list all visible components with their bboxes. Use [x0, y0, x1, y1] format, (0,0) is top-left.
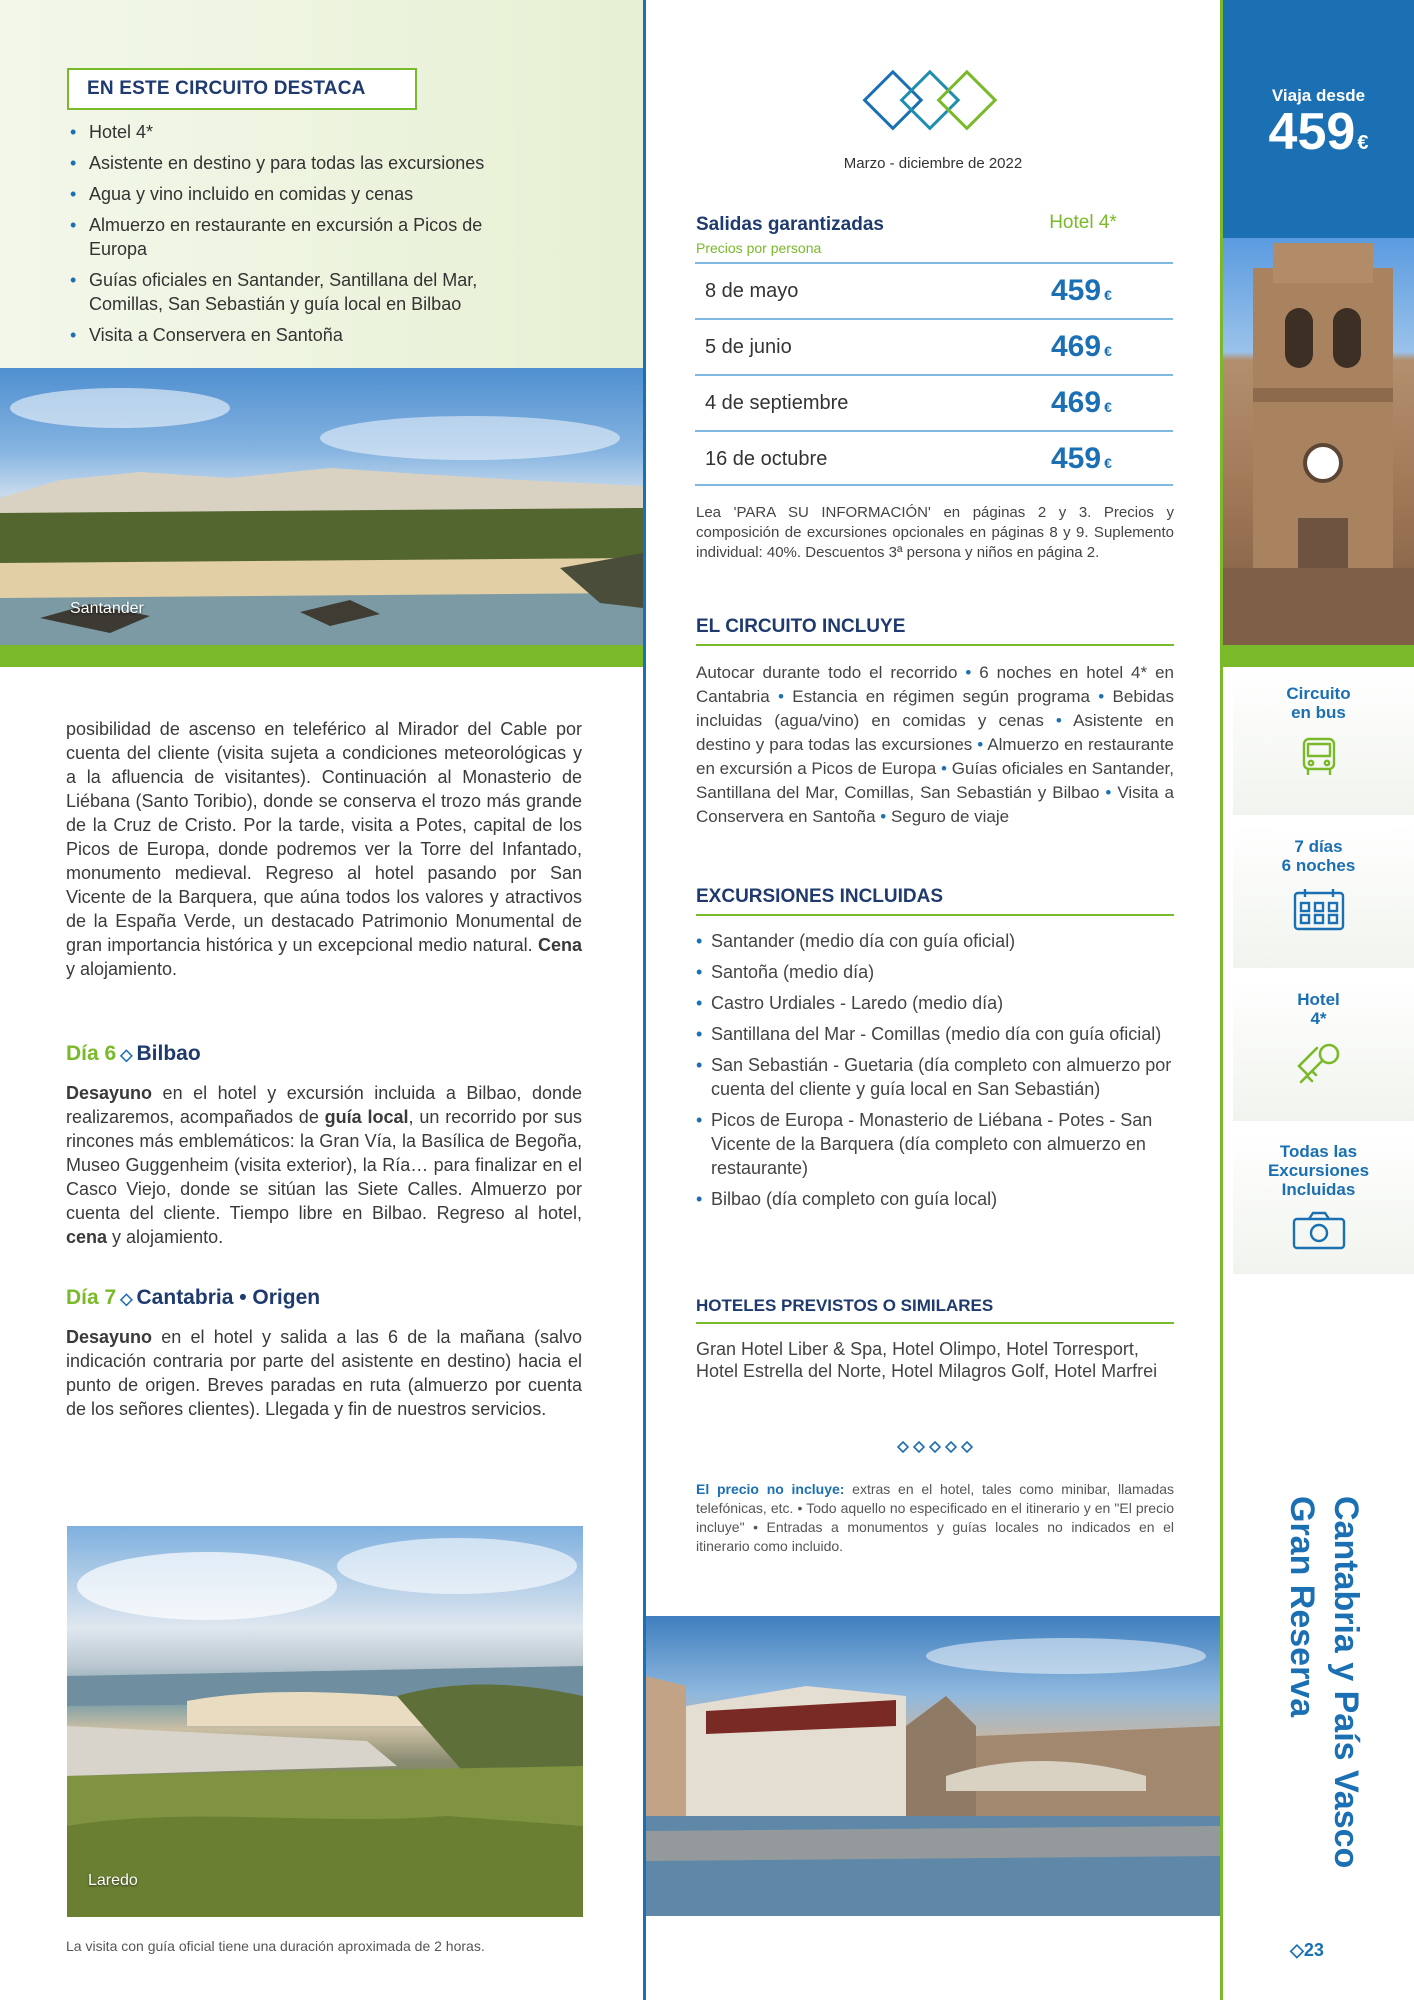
- day-6-text: Desayuno en el hotel y excursión incluida a Bilbao, donde realizaremos, acompañados de guía local, un recorrido por sus rincones más emblemáticos: la Gran Vía, la Basílica de Begoña, Museo Guggenheim (visita exterior), la Ría… para finalizar en el Casco Viejo, donde se sitúan las Siete Calles. Almuerzo por cuenta del cliente. Tiempo libre en Bilbao. Regreso al hotel, cena y alojamiento.: [66, 1083, 582, 1247]
- hotels-title: HOTELES PREVISTOS O SIMILARES: [696, 1296, 1174, 1324]
- departure-price: 469 €: [1051, 386, 1112, 419]
- travel-from-label: Viaja desde: [1271, 86, 1366, 105]
- table-row: [695, 318, 1173, 374]
- departures-hotel-header: Hotel 4*: [1049, 212, 1117, 233]
- trip-title-line: Gran Reserva: [1283, 1496, 1321, 1718]
- excursions-list: [696, 929, 1174, 1218]
- day-7-title: Día 7 ◇ Cantabria • Origen: [66, 1286, 321, 1309]
- day-6-title: Día 6 ◇ Bilbao: [66, 1042, 201, 1065]
- diamond-icon: ◇: [1290, 1940, 1304, 1960]
- key-icon: [1293, 1040, 1345, 1088]
- date-range: Marzo - diciembre de 2022: [843, 155, 1023, 172]
- diamond-divider-icon: [896, 1440, 976, 1454]
- list-item: • Visita a Conservera en Santoña: [70, 323, 540, 347]
- diamond-icon: ◇: [120, 1047, 133, 1064]
- departure-date: 8 de mayo: [705, 280, 799, 302]
- feature-days: 7 días 6 noches: [1223, 837, 1414, 933]
- departures-title: Salidas garantizadas: [696, 214, 884, 235]
- list-item: • Santillana del Mar - Comillas (medio día con guía oficial): [696, 1022, 1174, 1046]
- photo-caption: Santander: [70, 600, 144, 617]
- camera-icon: [1291, 1211, 1347, 1251]
- info-note: Lea 'PARA SU INFORMACIÓN' en páginas 2 y 3. Precios y composición de excursiones opcionales en páginas 8 y 9. Suplemento individual: 40%. Descuentos 3ª persona y niños en página 2.: [696, 504, 1174, 561]
- feature-excursions: Todas las Excursiones Incluidas: [1223, 1142, 1414, 1251]
- diamond-icon: ◇: [120, 1291, 133, 1308]
- list-item: • Almuerzo en restaurante en excursión a Picos de Europa: [70, 213, 540, 261]
- bilbao-photo: [646, 1616, 1220, 1916]
- photo-caption: Laredo: [88, 1872, 138, 1889]
- list-item: • Santander (medio día con guía oficial): [696, 929, 1174, 953]
- hotels-text: Gran Hotel Liber & Spa, Hotel Olimpo, Hotel Torresport, Hotel Estrella del Norte, Hotel Milagros Golf, Hotel Marfrei: [696, 1339, 1158, 1381]
- departure-price: 459 €: [1051, 274, 1112, 307]
- departures-table: [695, 262, 1173, 486]
- includes-title: EL CIRCUITO INCLUYE: [696, 616, 1174, 646]
- laredo-illustration: [67, 1526, 583, 1917]
- bus-icon: [1296, 734, 1342, 780]
- trip-title: [1268, 1496, 1368, 1916]
- table-row: [695, 430, 1173, 486]
- feature-bus: Circuito en bus: [1223, 684, 1414, 780]
- page-number: ◇23: [1290, 1940, 1324, 1960]
- departures-subtitle: Precios por persona: [696, 240, 822, 256]
- highlights-title: EN ESTE CIRCUITO DESTACA: [67, 68, 417, 110]
- departure-date: 4 de septiembre: [705, 392, 849, 414]
- list-item: • Castro Urdiales - Laredo (medio día): [696, 991, 1174, 1015]
- itinerary-intro: posibilidad de ascenso en teleférico al Mirador del Cable por cuenta del cliente (visita sujeta a condiciones meteorológicas y a la afluencia de visitantes). Continuación al Monasterio de Liébana (Santo Toribio), donde se conserva el trozo más grande de la Cruz de Cristo. Por la tarde, visita a Potes, capital de los Picos de Europa, donde podremos ver la Torre del Infantado, monumento medieval. Regreso al hotel pasando por San Vicente de la Barquera, que aúna todos los valores y atractivos de la España Verde, un destacado Patrimonio Monumental de gran importancia histórica y un excepcional medio natural. Cena y alojamiento.: [66, 719, 582, 979]
- list-item: • San Sebastián - Guetaria (día completo con almuerzo por cuenta del cliente y guía local en San Sebastián): [696, 1053, 1174, 1101]
- feature-hotel: Hotel 4*: [1223, 990, 1414, 1088]
- departure-price: 459 €: [1051, 442, 1112, 475]
- departure-date: 5 de junio: [705, 336, 792, 358]
- trip-title-line: Cantabria y País Vasco: [1327, 1496, 1365, 1869]
- list-item: • Guías oficiales en Santander, Santillana del Mar, Comillas, San Sebastián y guía local en Bilbao: [70, 268, 540, 316]
- list-item: • Bilbao (día completo con guía local): [696, 1187, 1174, 1211]
- tower-photo: [1223, 238, 1414, 645]
- list-item: • Hotel 4*: [70, 120, 540, 144]
- list-item: • Santoña (medio día): [696, 960, 1174, 984]
- laredo-photo: [67, 1526, 583, 1917]
- day-7-text: Desayuno en el hotel y salida a las 6 de la mañana (salvo indicación contraria por parte del asistente en destino) hacia el punto de origen. Breves paradas en ruta (almuerzo por cuenta de los señores clientes). Llegada y fin de nuestros servicios.: [66, 1327, 582, 1419]
- left-column: [0, 0, 643, 2000]
- table-row: [695, 262, 1173, 318]
- departure-price: 469 €: [1051, 330, 1112, 363]
- tower-illustration: [1223, 238, 1414, 645]
- bilbao-illustration: [646, 1616, 1220, 1916]
- list-item: • Asistente en destino y para todas las excursiones: [70, 151, 540, 175]
- green-band: [1223, 645, 1414, 667]
- highlights-list: [70, 120, 540, 354]
- green-band: [0, 645, 643, 667]
- departure-date: 16 de octubre: [705, 448, 828, 470]
- diamonds-logo-icon: [855, 66, 1009, 136]
- list-item: • Agua y vino incluido en comidas y cenas: [70, 182, 540, 206]
- calendar-icon: [1291, 887, 1347, 933]
- price-excludes: El precio no incluye: extras en el hotel, tales como minibar, llamadas telefónicas, etc. • Todo aquello no especificado en el itinerario y en "El precio incluye" • Entradas a monumentos y guías locales no indicados en el itinerario como incluido.: [696, 1481, 1175, 1554]
- table-row: [695, 374, 1173, 430]
- from-price: 459 €: [1268, 103, 1369, 161]
- photo-note: La visita con guía oficial tiene una duración aproximada de 2 horas.: [66, 1938, 485, 1954]
- list-item: • Picos de Europa - Monasterio de Liébana - Potes - San Vicente de la Barquera (día completo con almuerzo en restaurante): [696, 1108, 1174, 1180]
- excursions-title: EXCURSIONES INCLUIDAS: [696, 886, 1174, 916]
- includes-text: Autocar durante todo el recorrido • 6 noches en hotel 4* en Cantabria • Estancia en régimen según programa • Bebidas incluidas (agua/vino) en comidas y cenas • Asistente en destino y para todas las excursiones • Almuerzo en restaurante en excursión a Picos de Europa • Guías oficiales en Santander, Santillana del Mar, Comillas, San Sebastián y Bilbao • Visita a Conservera en Santoña • Seguro de viaje: [696, 663, 1175, 826]
